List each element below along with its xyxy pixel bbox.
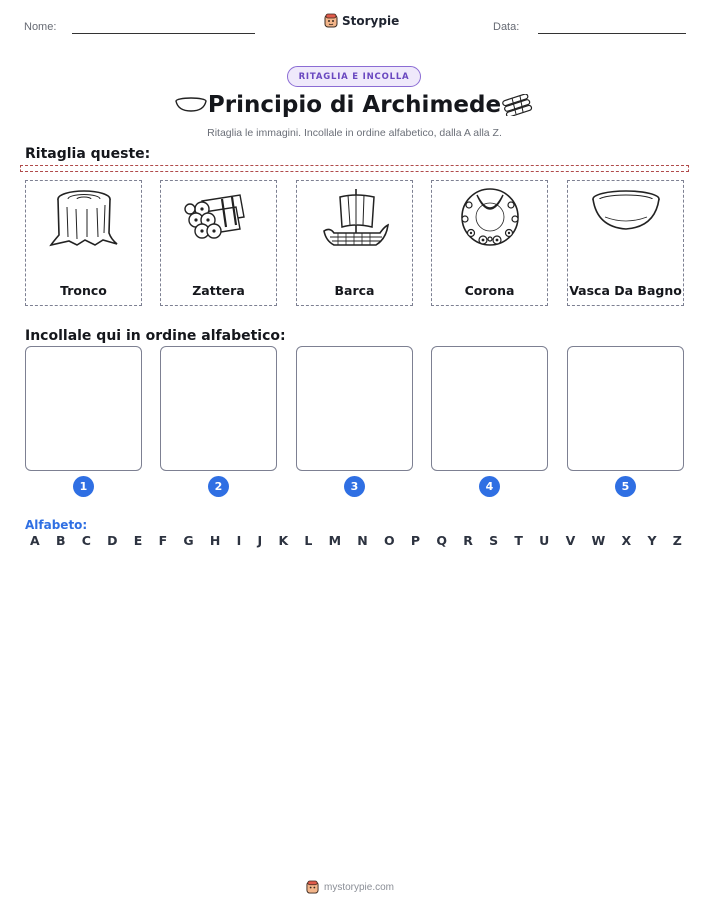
alphabet-letter: N [357, 533, 368, 548]
storypie-mascot-icon [306, 880, 319, 895]
alphabet-letter: I [236, 533, 242, 548]
activity-badge: RITAGLIA E INCOLLA [287, 66, 421, 87]
alphabet-letter: B [55, 533, 66, 548]
storypie-logo [324, 13, 399, 29]
alphabet-letter: H [209, 533, 221, 548]
alphabet-letter: M [328, 533, 342, 548]
alphabet-letter: D [107, 533, 118, 548]
date-line[interactable] [538, 33, 686, 34]
name-label: Nome: [24, 21, 57, 33]
alphabet-letter: X [621, 533, 632, 548]
alphabet-letter: Z [672, 533, 682, 548]
card-label: Barca [334, 283, 375, 298]
alphabet-letter: O [384, 533, 395, 548]
log-raft-icon [184, 187, 254, 249]
alphabet-letter: E [133, 533, 143, 548]
paste-box-1[interactable] [25, 346, 142, 471]
name-line[interactable] [72, 33, 255, 34]
card-zattera[interactable] [160, 180, 277, 306]
instructions: Ritaglia le immagini. Incollale in ordine alfabetico, dalla A alla Z. [207, 127, 502, 139]
logo-text: Storypie [342, 14, 400, 28]
alphabet-letter: W [591, 533, 606, 548]
sailing-ship-icon [320, 187, 390, 257]
card-label: Vasca Da Bagno [569, 283, 682, 298]
alphabet-letter: A [30, 533, 40, 548]
alphabet-letter: K [278, 533, 289, 548]
alphabet-letter: R [463, 533, 473, 548]
alphabet-letter: P [410, 533, 421, 548]
alphabet-letter: G [183, 533, 194, 548]
alphabet-letter: C [81, 533, 91, 548]
alphabet-letter: Y [647, 533, 657, 548]
alphabet-letter: U [539, 533, 550, 548]
card-barca[interactable] [296, 180, 413, 306]
card-vasca-da-bagno[interactable] [567, 180, 684, 306]
alphabet-letter: V [565, 533, 576, 548]
footer-link[interactable]: mystorypie.com [324, 882, 395, 893]
paste-box-2[interactable] [160, 346, 277, 471]
storypie-mascot-icon [324, 13, 338, 29]
alphabet-letter: T [514, 533, 523, 548]
crown-necklace-icon [455, 187, 525, 249]
date-label: Data: [493, 21, 520, 33]
alphabet-letter: Q [436, 533, 447, 548]
number-badge-3: 3 [344, 476, 365, 497]
card-label: Tronco [60, 283, 107, 298]
cut-heading: Ritaglia queste: [25, 146, 151, 162]
footer [306, 880, 394, 895]
number-badge-5: 5 [615, 476, 636, 497]
card-tronco[interactable] [25, 180, 142, 306]
alphabet-letter: J [257, 533, 263, 548]
paste-heading: Incollale qui in ordine alfabetico: [25, 328, 286, 344]
card-label: Corona [464, 283, 515, 298]
paste-box-4[interactable] [431, 346, 548, 471]
tree-stump-icon [49, 187, 119, 249]
cut-line [20, 165, 689, 172]
number-badge-1: 1 [73, 476, 94, 497]
paste-box-5[interactable] [567, 346, 684, 471]
alphabet-row [30, 533, 682, 548]
bath-tub-icon [591, 187, 661, 237]
card-label: Zattera [192, 283, 245, 298]
number-badge-2: 2 [208, 476, 229, 497]
alphabet-label: Alfabeto: [25, 518, 88, 532]
alphabet-letter: F [158, 533, 168, 548]
paste-box-3[interactable] [296, 346, 413, 471]
card-corona[interactable] [431, 180, 548, 306]
logs-icon [500, 94, 534, 116]
number-badge-4: 4 [479, 476, 500, 497]
alphabet-letter: L [304, 533, 313, 548]
alphabet-letter: S [489, 533, 499, 548]
page-title: Principio di Archimede [207, 92, 502, 118]
